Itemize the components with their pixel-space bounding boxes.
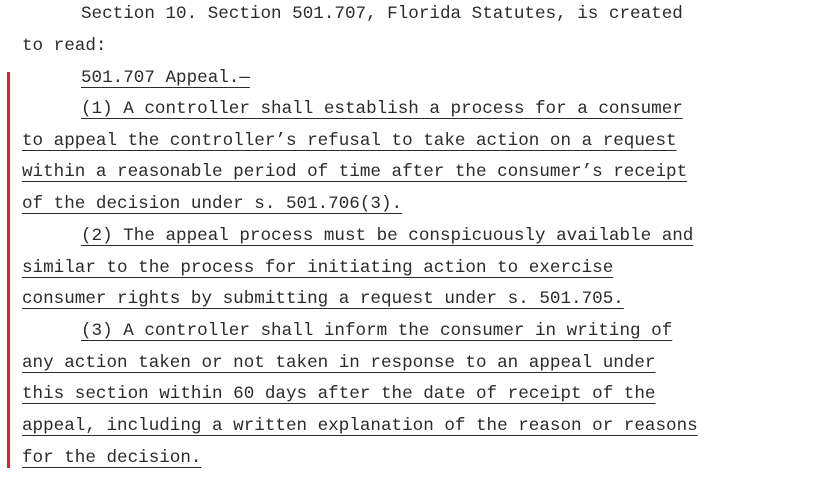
subsection-1-line: of the decision under s. 501.706(3). xyxy=(22,194,403,214)
statute-title: 501.707 Appeal.— xyxy=(81,68,250,88)
subsection-3-line: (3) A controller shall inform the consumer in writing of xyxy=(81,321,673,341)
subsection-1-line: to appeal the controller’s refusal to take action on a request xyxy=(22,131,677,151)
subsection-3-line: for the decision. xyxy=(22,448,202,468)
section-heading-line: Section 10. Section 501.707, Florida Statutes, is created xyxy=(81,4,683,24)
subsection-3-line: appeal, including a written explanation of the reason or reasons xyxy=(22,416,698,436)
subsection-1-line: (1) A controller shall establish a process for a consumer xyxy=(81,99,683,119)
section-heading-line-cont: to read: xyxy=(22,36,107,56)
subsection-1-line: within a reasonable period of time after the consumer’s receipt xyxy=(22,162,688,182)
subsection-2-line: similar to the process for initiating action to exercise xyxy=(22,258,614,278)
change-bar xyxy=(7,72,10,468)
subsection-3-line: any action taken or not taken in response to an appeal under xyxy=(22,353,656,373)
subsection-3-line: this section within 60 days after the date of receipt of the xyxy=(22,384,656,404)
subsection-2-line: (2) The appeal process must be conspicuously available and xyxy=(81,226,694,246)
subsection-2-line: consumer rights by submitting a request under s. 501.705. xyxy=(22,289,624,309)
